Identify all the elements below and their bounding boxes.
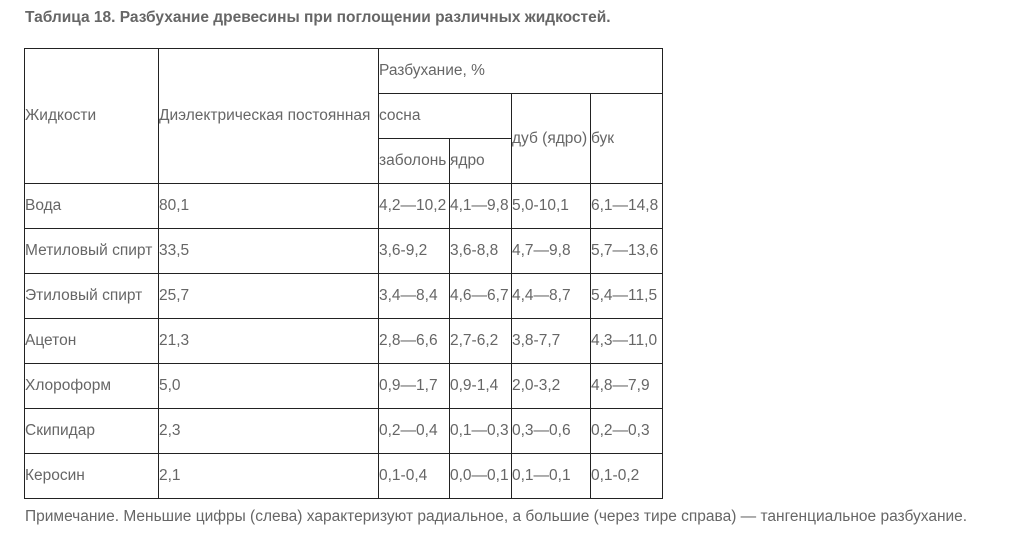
cell-liquid: Керосин [25,454,159,499]
table-row [25,454,663,499]
cell-beech: 4,8—7,9 [591,364,663,409]
cell-liquid: Этиловый спирт [25,274,159,319]
table-row [25,364,663,409]
table-row [25,319,663,364]
cell-sapwood: 0,9—1,7 [379,364,450,409]
cell-dielectric: 21,3 [159,319,379,364]
cell-heartwood: 0,0—0,1 [450,454,512,499]
cell-sapwood: 2,8—6,6 [379,319,450,364]
cell-heartwood: 0,1—0,3 [450,409,512,454]
header-heartwood: ядро [450,139,512,184]
cell-dielectric: 5,0 [159,364,379,409]
cell-dielectric: 33,5 [159,229,379,274]
table-caption: Таблица 18. Разбухание древесины при поглощении различных жидкостей. [25,9,611,26]
cell-oak: 4,7—9,8 [512,229,591,274]
cell-liquid: Метиловый спирт [25,229,159,274]
table-row [25,409,663,454]
header-sapwood: заболонь [379,139,450,184]
cell-oak: 3,8-7,7 [512,319,591,364]
cell-liquid: Ацетон [25,319,159,364]
cell-dielectric: 25,7 [159,274,379,319]
cell-liquid: Скипидар [25,409,159,454]
header-pine: сосна [379,94,512,139]
header-liquids: Жидкости [25,49,159,184]
table-note: Примечание. Меньшие цифры (слева) характеризуют радиальное, а большие (через тире справа) — тангенциальное разбухание. [25,508,968,525]
cell-liquid: Вода [25,184,159,229]
cell-dielectric: 80,1 [159,184,379,229]
table-row [25,184,663,229]
header-dielectric: Диэлектрическая постоянная [159,49,379,184]
cell-oak: 4,4—8,7 [512,274,591,319]
cell-sapwood: 3,6-9,2 [379,229,450,274]
cell-oak: 5,0-10,1 [512,184,591,229]
cell-beech: 5,4—11,5 [591,274,663,319]
cell-dielectric: 2,1 [159,454,379,499]
cell-oak: 0,1—0,1 [512,454,591,499]
cell-heartwood: 0,9-1,4 [450,364,512,409]
table-row [25,229,663,274]
header-swelling: Разбухание, % [379,49,663,94]
cell-beech: 5,7—13,6 [591,229,663,274]
cell-heartwood: 3,6-8,8 [450,229,512,274]
header-row-1 [25,49,663,94]
cell-heartwood: 2,7-6,2 [450,319,512,364]
cell-oak: 0,3—0,6 [512,409,591,454]
cell-beech: 0,2—0,3 [591,409,663,454]
cell-beech: 4,3—11,0 [591,319,663,364]
cell-heartwood: 4,1—9,8 [450,184,512,229]
cell-beech: 6,1—14,8 [591,184,663,229]
cell-sapwood: 0,1-0,4 [379,454,450,499]
swelling-table [24,48,663,499]
cell-dielectric: 2,3 [159,409,379,454]
cell-sapwood: 3,4—8,4 [379,274,450,319]
cell-sapwood: 4,2—10,2 [379,184,450,229]
cell-sapwood: 0,2—0,4 [379,409,450,454]
cell-oak: 2,0-3,2 [512,364,591,409]
cell-liquid: Хлороформ [25,364,159,409]
table-row [25,274,663,319]
cell-beech: 0,1-0,2 [591,454,663,499]
cell-heartwood: 4,6—6,7 [450,274,512,319]
header-oak: дуб (ядро) [512,94,591,184]
header-beech: бук [591,94,663,184]
